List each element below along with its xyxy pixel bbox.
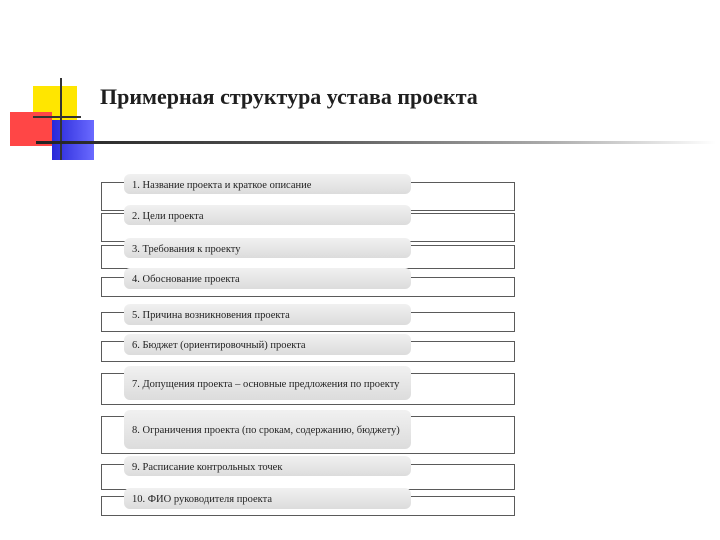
structure-item: 5. Причина возникновения проекта — [124, 304, 411, 325]
structure-item: 7. Допущения проекта – основные предложения по проекту — [124, 366, 411, 400]
structure-item: 8. Ограничения проекта (по срокам, содержанию, бюджету) — [124, 410, 411, 449]
slide-title: Примерная структура устава проекта — [100, 84, 478, 109]
structure-item: 4. Обоснование проекта — [124, 268, 411, 289]
structure-item: 9. Расписание контрольных точек — [124, 456, 411, 476]
structure-item: 2. Цели проекта — [124, 205, 411, 225]
structure-item: 3. Требования к проекту — [124, 238, 411, 258]
structure-item: 1. Название проекта и краткое описание — [124, 174, 411, 194]
structure-item: 6. Бюджет (ориентировочный) проекта — [124, 334, 411, 355]
structure-item: 10. ФИО руководителя проекта — [124, 488, 411, 509]
